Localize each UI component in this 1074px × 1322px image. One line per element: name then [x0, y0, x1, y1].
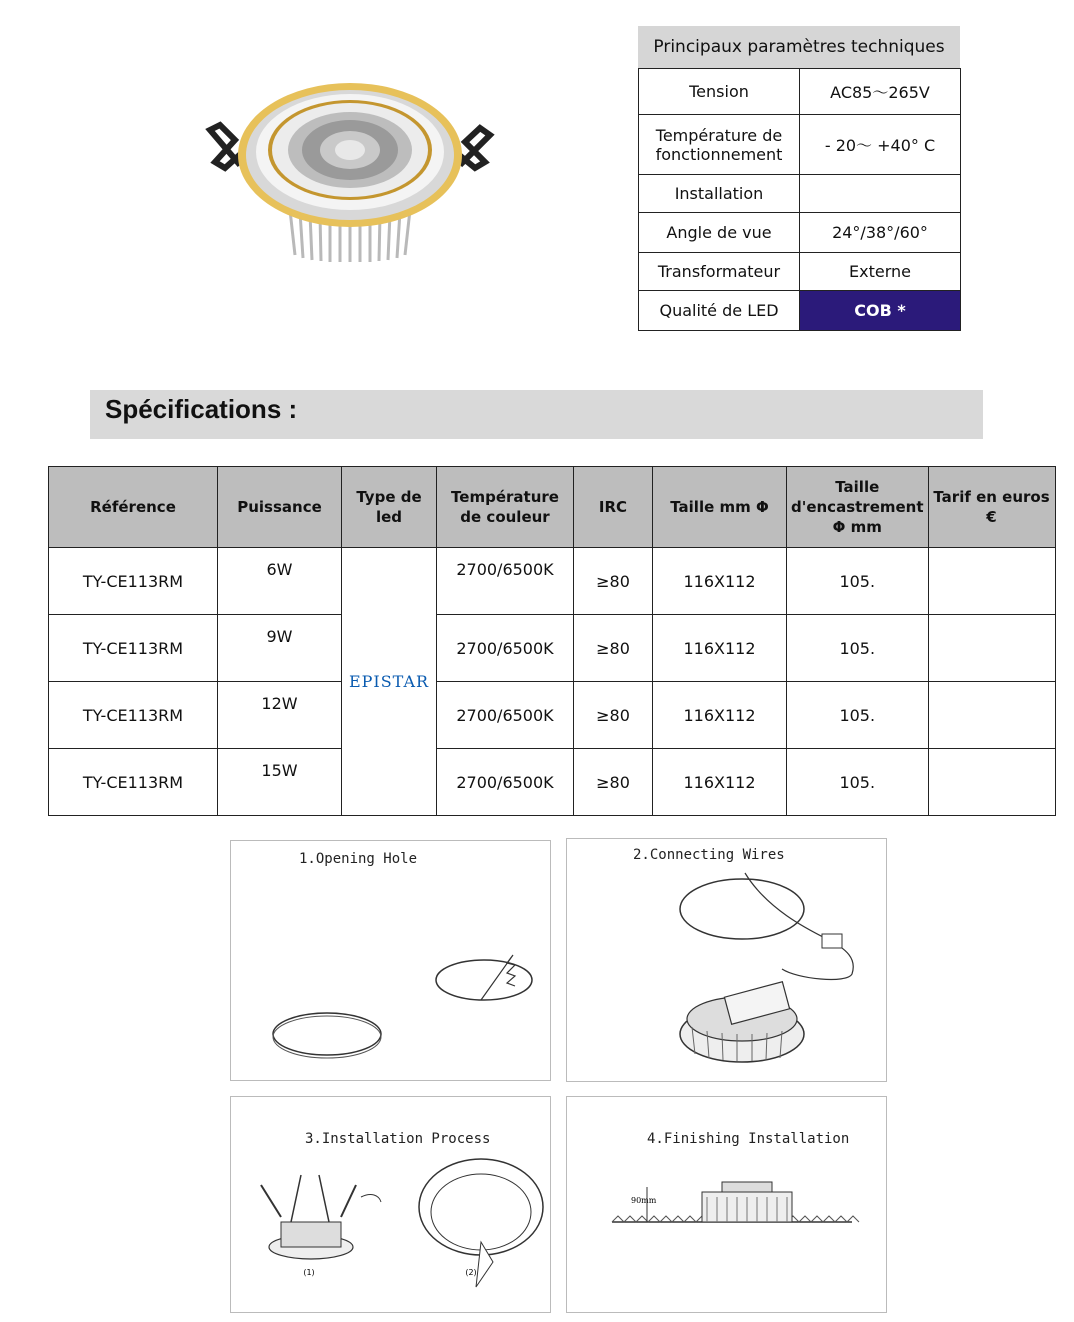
cell-irc: ≥80	[574, 749, 653, 816]
sub-label-1: (1)	[303, 1268, 315, 1277]
table-row	[49, 548, 1056, 615]
cell-irc: ≥80	[574, 615, 653, 682]
install-step-3-label: 3.Installation Process	[305, 1131, 491, 1147]
cell-color-temperature: 2700/6500K	[437, 615, 574, 682]
cell-color-temperature: 2700/6500K	[437, 682, 574, 749]
param-value: Externe	[800, 253, 961, 291]
downlight-product-image	[195, 70, 505, 270]
cell-reference: TY-CE113RM	[49, 548, 218, 615]
cell-price	[928, 615, 1055, 682]
spec-table	[48, 466, 1056, 816]
params-row-led-quality	[639, 291, 961, 331]
cell-size: 116X112	[653, 682, 787, 749]
install-step-3-panel	[230, 1096, 551, 1313]
header-irc: IRC	[574, 467, 653, 548]
cell-power: 12W	[218, 682, 342, 749]
cell-cutout: 105.	[787, 749, 929, 816]
install-step-4-panel	[566, 1096, 887, 1313]
cell-cutout: 105.	[787, 682, 929, 749]
cell-led-type: EPISTAR	[342, 548, 437, 816]
cell-cutout: 105.	[787, 548, 929, 615]
dimension-label: 90mm	[631, 1196, 657, 1205]
install-step-1-panel	[230, 840, 551, 1081]
table-row	[49, 615, 1056, 682]
cell-power: 6W	[218, 548, 342, 615]
install-step-1-label: 1.Opening Hole	[299, 851, 418, 867]
param-label: Qualité de LED	[639, 291, 800, 331]
cell-irc: ≥80	[574, 548, 653, 615]
header-power: Puissance	[218, 467, 342, 548]
param-value: 24°/38°/60°	[800, 213, 961, 253]
cell-reference: TY-CE113RM	[49, 749, 218, 816]
cell-irc: ≥80	[574, 682, 653, 749]
header-led-type: Type de led	[342, 467, 437, 548]
table-row	[49, 749, 1056, 816]
cell-price	[928, 749, 1055, 816]
params-table	[638, 68, 961, 331]
cell-reference: TY-CE113RM	[49, 615, 218, 682]
cell-size: 116X112	[653, 749, 787, 816]
params-row-transformer	[639, 253, 961, 291]
install-step-2-panel	[566, 838, 887, 1082]
header-size: Taille mm Φ	[653, 467, 787, 548]
cell-price	[928, 548, 1055, 615]
header-color-temperature: Température de couleur	[437, 467, 574, 548]
sub-label-2: (2)	[465, 1268, 477, 1277]
params-row-temperature	[639, 115, 961, 175]
cell-color-temperature: 2700/6500K	[437, 548, 574, 615]
param-value: AC85～265V	[800, 69, 961, 115]
param-label: Angle de vue	[639, 213, 800, 253]
cell-cutout: 105.	[787, 615, 929, 682]
cell-size: 116X112	[653, 548, 787, 615]
finishing-installation-diagram	[567, 1097, 886, 1312]
param-value: - 20～ +40° C	[800, 115, 961, 175]
header-cutout: Taille d'encastrement Φ mm	[787, 467, 929, 548]
param-label: Tension	[639, 69, 800, 115]
param-value	[800, 175, 961, 213]
cell-size: 116X112	[653, 615, 787, 682]
connecting-wires-diagram	[567, 839, 886, 1081]
cell-color-temperature: 2700/6500K	[437, 749, 574, 816]
params-row-tension	[639, 69, 961, 115]
spec-header-row	[49, 467, 1056, 548]
params-title: Principaux paramètres techniques	[638, 26, 960, 68]
cell-power: 9W	[218, 615, 342, 682]
table-row	[49, 682, 1056, 749]
opening-hole-diagram	[231, 841, 550, 1080]
param-value-highlight: COB *	[800, 291, 961, 331]
installation-process-diagram	[231, 1097, 550, 1312]
header-price: Tarif en euros €	[928, 467, 1055, 548]
params-row-installation	[639, 175, 961, 213]
param-label: Transformateur	[639, 253, 800, 291]
param-label: Température de fonctionnement	[639, 115, 800, 175]
header-reference: Référence	[49, 467, 218, 548]
cell-reference: TY-CE113RM	[49, 682, 218, 749]
specifications-title: Spécifications :	[105, 394, 298, 424]
params-row-angle	[639, 213, 961, 253]
cell-price	[928, 682, 1055, 749]
install-step-4-label: 4.Finishing Installation	[647, 1131, 850, 1147]
install-step-2-label: 2.Connecting Wires	[633, 847, 785, 863]
cell-power: 15W	[218, 749, 342, 816]
param-label: Installation	[639, 175, 800, 213]
